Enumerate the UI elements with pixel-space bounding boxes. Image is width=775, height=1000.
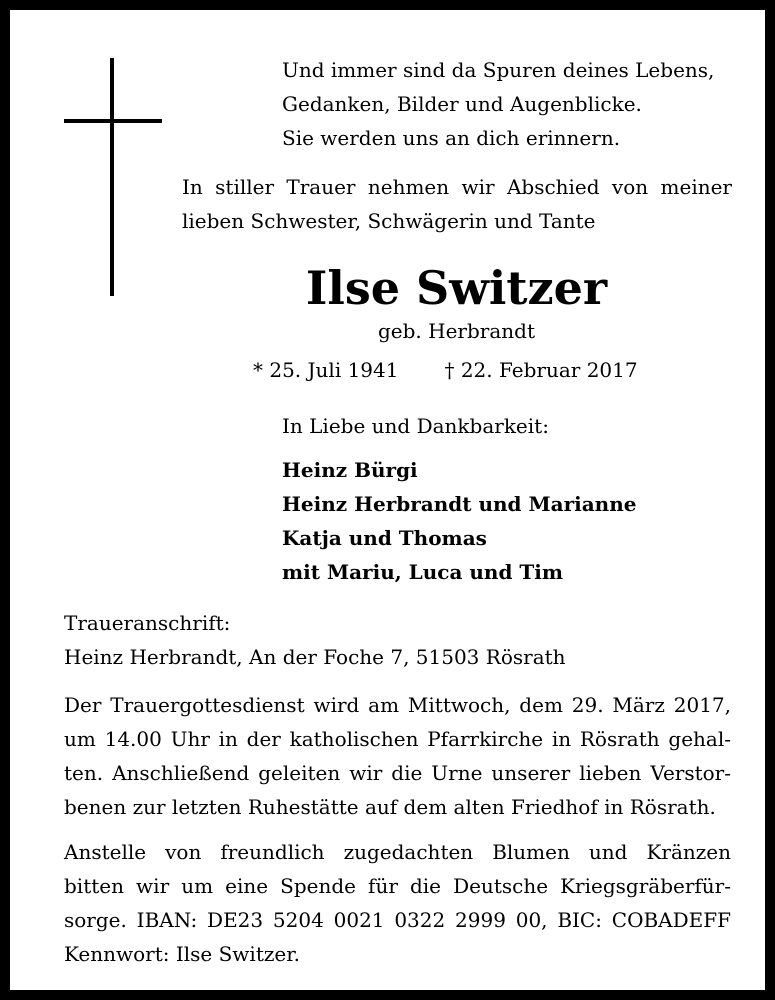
mourners-list [282, 453, 636, 589]
intro-line: In stiller Trauer nehmen wir Abschied von meiner [182, 175, 732, 199]
mourner: Heinz Bürgi [282, 458, 418, 482]
cross-icon-bar [64, 119, 162, 123]
donation-line: Kennwort: Ilse Switzer. [64, 942, 300, 966]
service-line: benen zur letzten Ruhestätte auf dem alten Friedhof in Rösrath. [64, 795, 716, 819]
mourning-address [64, 606, 566, 674]
death-date: † 22. Februar 2017 [444, 358, 638, 382]
address-label: Traueranschrift: [64, 611, 231, 635]
intro-text [182, 170, 732, 238]
mourner: Katja und Thomas [282, 526, 487, 550]
birth-name: geb. Herbrandt [377, 319, 535, 343]
service-line: ten. Anschließend geleiten wir die Urne unserer lieben Verstor- [64, 761, 731, 785]
thanks-line: In Liebe und Dankbarkeit: [282, 414, 549, 438]
donation-paragraph [64, 835, 731, 971]
donation-line: sorge. IBAN: DE23 5204 0021 0322 2999 00, BIC: COBADEFF [64, 908, 731, 932]
mourner: mit Mariu, Luca und Tim [282, 560, 564, 584]
verse [282, 53, 714, 155]
address-value: Heinz Herbrandt, An der Foche 7, 51503 Rösrath [64, 645, 566, 669]
verse-line: Sie werden uns an dich erinnern. [282, 126, 621, 150]
donation-line: bitten wir um eine Spende für die Deutsche Kriegsgräberfür- [64, 874, 731, 898]
verse-line: Und immer sind da Spuren deines Lebens, [282, 58, 715, 82]
service-line: um 14.00 Uhr in der katholischen Pfarrkirche in Rösrath gehal- [64, 727, 731, 751]
service-line: Der Trauergottesdienst wird am Mittwoch, dem 29. März 2017, [64, 693, 731, 717]
intro-line: lieben Schwester, Schwägerin und Tante [182, 209, 596, 233]
verse-line: Gedanken, Bilder und Augenblicke. [282, 92, 642, 116]
birth-date: * 25. Juli 1941 [253, 358, 399, 382]
service-paragraph [64, 688, 731, 824]
mourner: Heinz Herbrandt und Marianne [282, 492, 637, 516]
life-dates [253, 353, 638, 387]
deceased-name: Ilse Switzer [305, 261, 608, 315]
donation-line: Anstelle von freundlich zugedachten Blumen und Kränzen [64, 840, 731, 864]
